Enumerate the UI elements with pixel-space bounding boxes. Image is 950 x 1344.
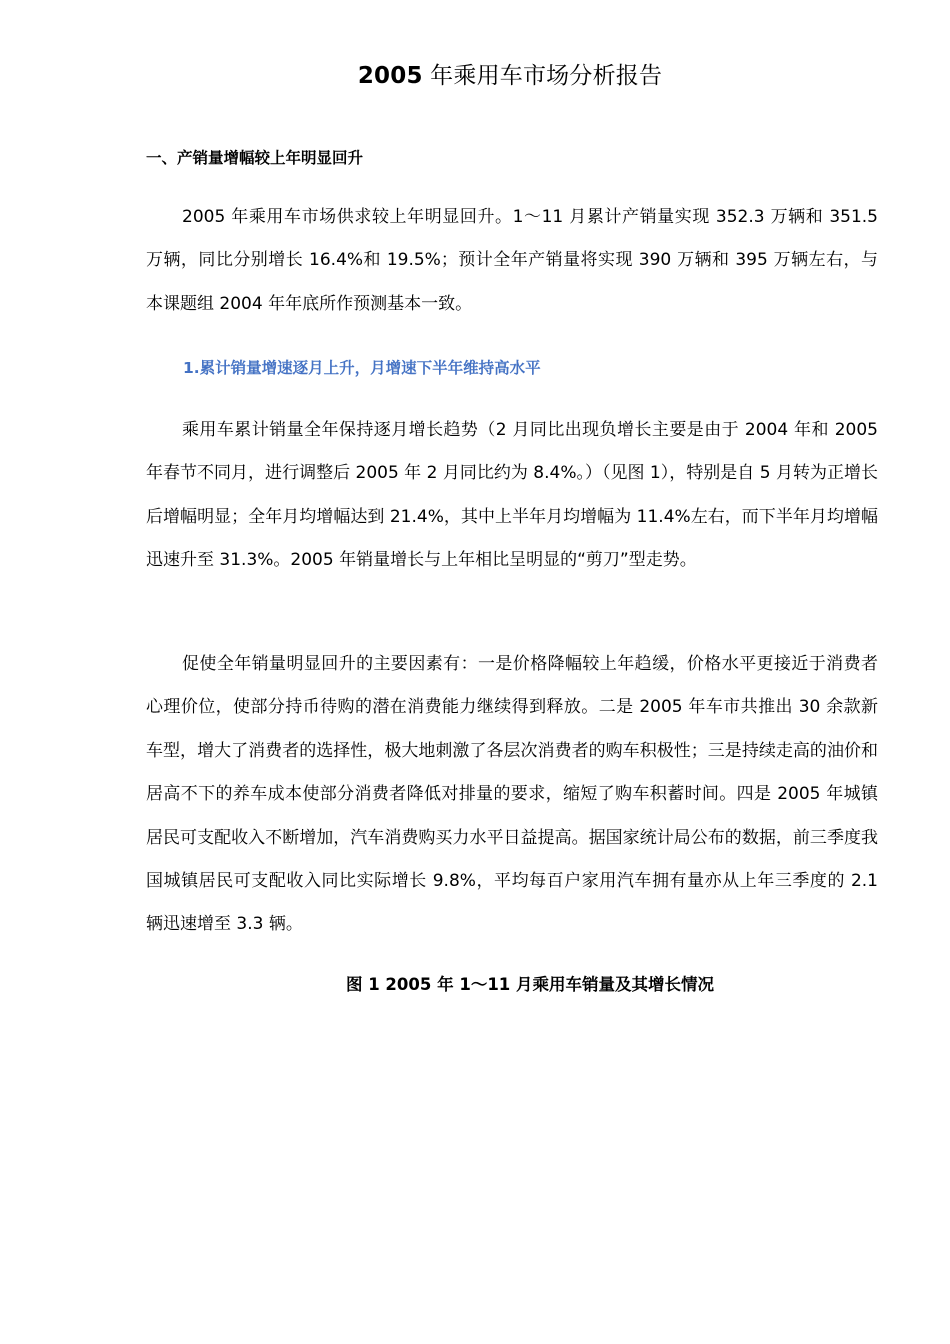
document-title-year: 2005 bbox=[357, 63, 423, 89]
section-heading: 一、产销量增幅较上年明显回升 bbox=[146, 149, 364, 167]
subsection-heading: 1.累计销量增速逐月上升，月增速下半年维持高水平 bbox=[183, 359, 541, 377]
figure-caption: 图 1 2005 年 1～11 月乘用车销量及其增长情况 bbox=[345, 975, 715, 994]
document-title-text: 年乘用车市场分析报告 bbox=[430, 63, 663, 89]
body-paragraph: 乘用车累计销量全年保持逐月增长趋势（2 月同比出现负增长主要是由于 2004 年和 2005 年春节不同月，进行调整后 2005 年 2 月同比约为 8.4%。）（见图 1），特别是自 5 月转为正增长后增幅明显；全年月均增幅达到 21.4%，其中上半年月均增幅为 11.4%左右，而下半年月均增幅迅速升至 31.3%。2005 年销量增长与上年相比呈明显的“剪刀”型走势。 bbox=[146, 420, 878, 571]
document-title bbox=[0, 58, 950, 94]
body-paragraph: 促使全年销量明显回升的主要因素有：一是价格降幅较上年趋缓，价格水平更接近于消费者心理价位，使部分持币待购的潜在消费能力继续得到释放。二是 2005 年车市共推出 30 余款新车型，增大了消费者的选择性，极大地刺激了各层次消费者的购车积极性；三是持续走高的油价和居高不下的养车成本使部分消费者降低对排量的要求，缩短了购车积蓄时间。四是 2005 年城镇居民可支配收入不断增加，汽车消费购买力水平日益提高。据国家统计局公布的数据，前三季度我国城镇居民可支配收入同比实际增长 9.8%，平均每百户家用汽车拥有量亦从上年三季度的 2.1 辆迅速增至 3.3 辆。 bbox=[146, 654, 878, 935]
body-paragraph: 2005 年乘用车市场供求较上年明显回升。1～11 月累计产销量实现 352.3 万辆和 351.5 万辆，同比分别增长 16.4%和 19.5%；预计全年产销量将实现 390 万辆和 395 万辆左右，与本课题组 2004 年年底所作预测基本一致。 bbox=[146, 207, 878, 314]
